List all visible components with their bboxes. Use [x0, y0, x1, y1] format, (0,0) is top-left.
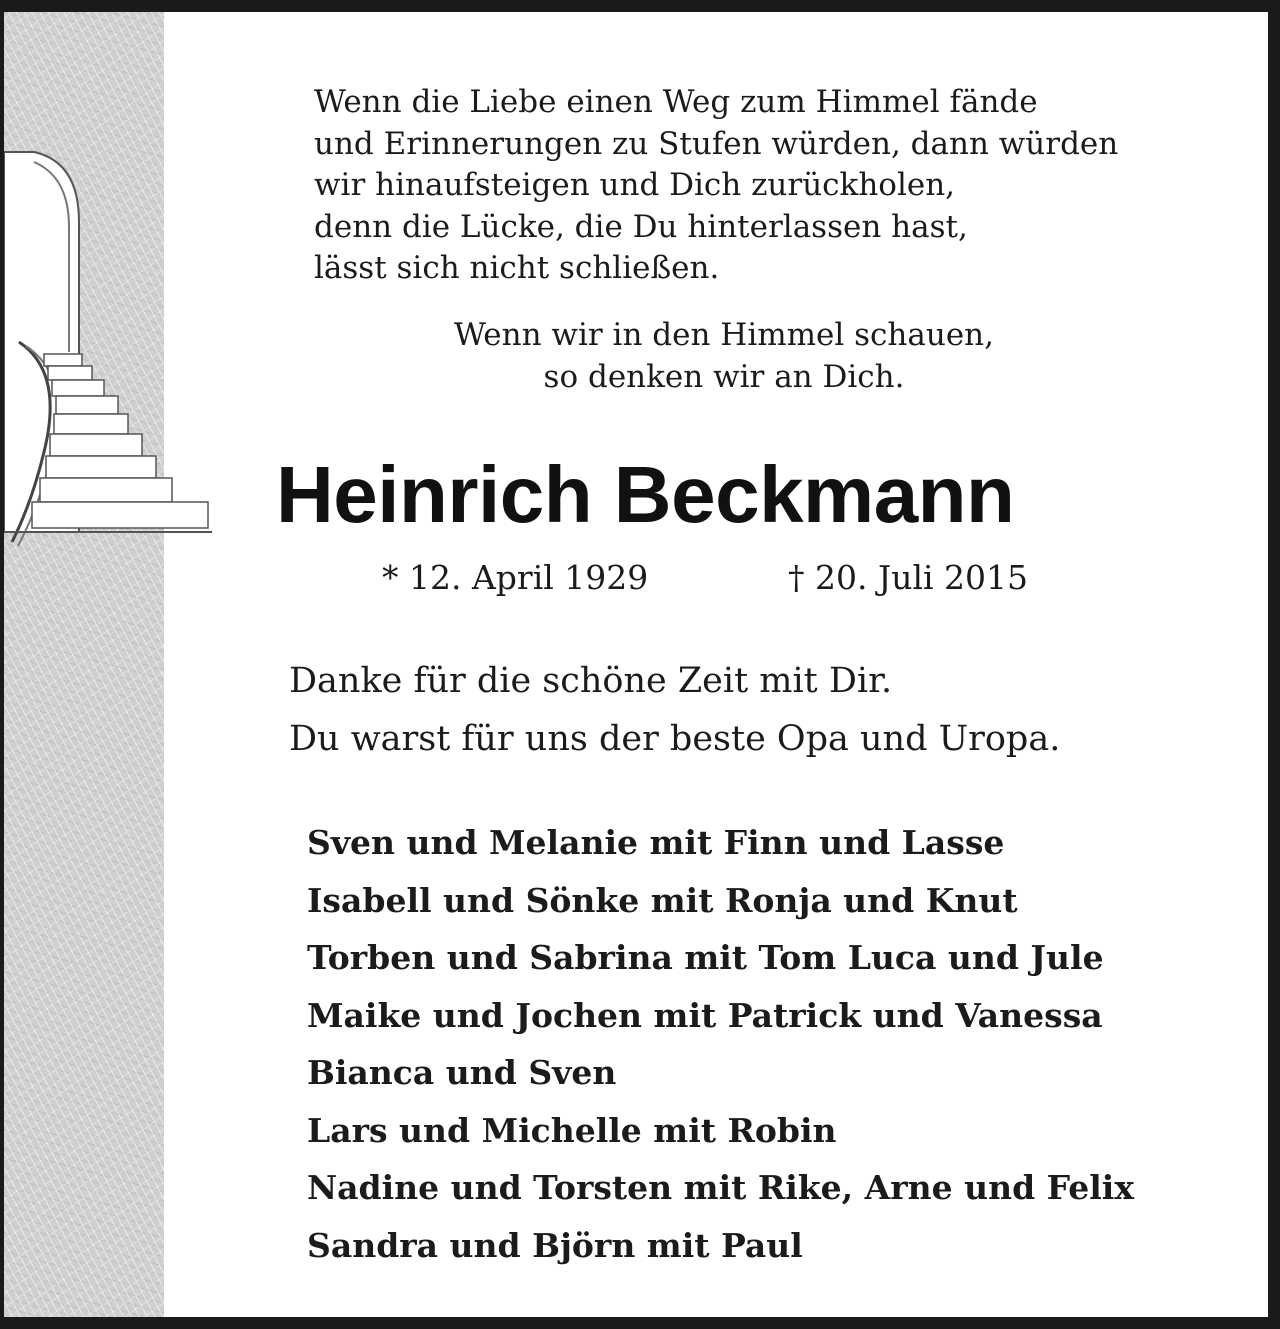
poem-couplet — [304, 315, 1144, 398]
stairway-icon — [4, 12, 214, 1317]
family-member-line: Maike und Jochen mit Patrick und Vanessa — [307, 995, 1103, 1035]
family-member-line: Lars und Michelle mit Robin — [307, 1110, 837, 1150]
poem-line: Wenn die Liebe einen Weg zum Himmel fände — [314, 84, 1038, 120]
birth-date: * 12. April 1929 — [382, 558, 649, 597]
deceased-name: Heinrich Beckmann — [276, 450, 1015, 539]
family-member-line: Isabell und Sönke mit Ronja und Knut — [307, 880, 1018, 920]
poem-verse — [314, 82, 1234, 290]
poem-line: denn die Lücke, die Du hinterlassen hast, — [314, 208, 968, 245]
couplet-line: Wenn wir in den Himmel schauen, — [453, 317, 995, 353]
thanks-line: Danke für die schöne Zeit mit Dir. — [289, 661, 893, 701]
thanks-message — [289, 652, 1060, 768]
poem-line: lässt sich nicht schließen. — [314, 250, 720, 286]
poem-line: wir hinaufsteigen und Dich zurückholen, — [314, 167, 956, 203]
couplet-line: so denken wir an Dich. — [543, 358, 905, 395]
family-member-line: Sven und Melanie mit Finn und Lasse — [307, 823, 1005, 862]
thanks-line: Du warst für uns der beste Opa und Uropa. — [289, 719, 1061, 759]
family-member-line: Bianca und Sven — [307, 1053, 617, 1092]
family-member-line: Torben und Sabrina mit Tom Luca und Jule — [307, 938, 1104, 977]
poem-line: und Erinnerungen zu Stufen würden, dann würden — [314, 125, 1119, 162]
stairway-illustration — [4, 12, 164, 1317]
family-member-line: Nadine und Torsten mit Rike, Arne und Felix — [307, 1168, 1135, 1207]
death-date: † 20. Juli 2015 — [788, 558, 1029, 597]
family-member-line: Sandra und Björn mit Paul — [307, 1225, 803, 1265]
family-list — [307, 814, 1134, 1274]
